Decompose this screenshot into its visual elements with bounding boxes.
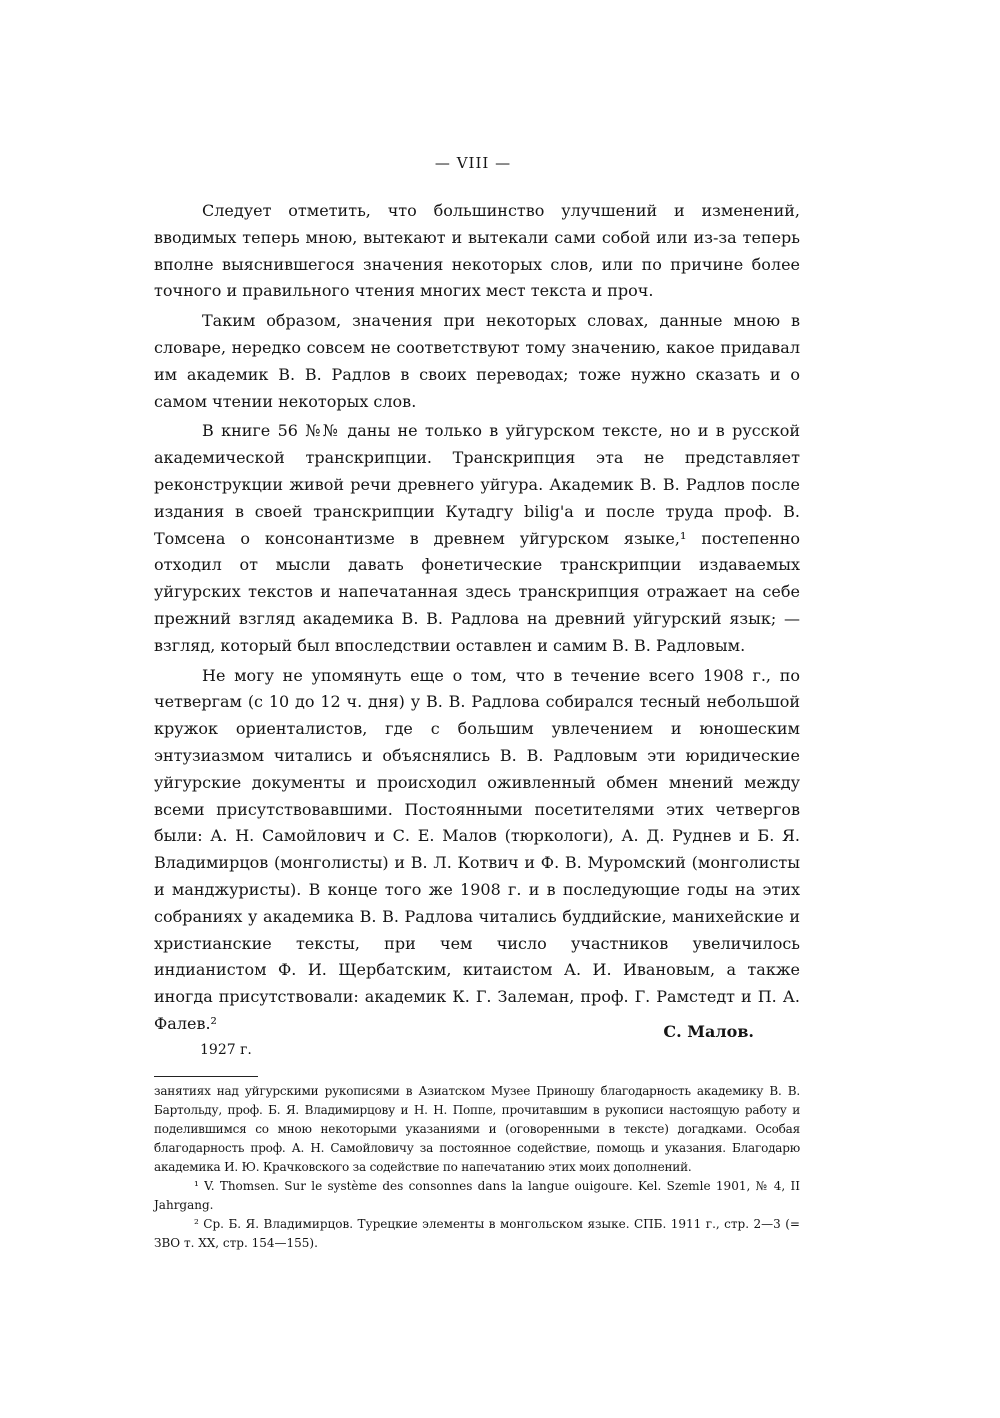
paragraph-1: Следует отметить, что большинство улучшений и изменений, вводимых теперь мною, вытекают и вытекали сами собой или из-за теперь вполне выяснившегося значения некоторых слов, или по причине более точного и правильного чтения многих мест текста и проч. [154, 201, 800, 301]
paragraph-2: Таким образом, значения при некоторых словах, данные мною в словаре, нередко совсем не соответствуют тому значению, какое придавал им академик В. В. Радлов в своих переводах; тоже нужно сказать и о самом чтении некоторых слов. [154, 311, 800, 411]
footnote-2: ² Ср. Б. Я. Владимирцов. Турецкие элементы в монгольском языке. СПБ. 1911 г., стр. 2—3 (= ЗВО т. XX, стр. 154—155). [154, 1217, 800, 1250]
date-year: 1927 г. [200, 1042, 252, 1058]
footnote-divider [154, 1076, 258, 1077]
paragraph-3: В книге 56 №№ даны не только в уйгурском тексте, но и в русской академической транскрипции. Транскрипция эта не представляет реконструкции живой речи древнего уйгура. Академик В. В. Радлов после издания в своей транскрипции Кутадгу bilig'а и после труда проф. В. Томсена о консонантизме в древнем уйгурском языке,¹ постепенно отходил от мысли давать фонетические транскрипции издаваемых уйгурских текстов и напечатанная здесь транскрипция отражает на себе прежний взгляд академика В. В. Радлова на древний уйгурский язык; — взгляд, который был впоследствии оставлен и самим В. В. Радловым. [154, 421, 800, 655]
footnote-continuation: занятиях над уйгурскими рукописями в Азиатском Музее Приношу благодарность академику В. В. Бартольду, проф. Б. Я. Владимирцову и Н. Н. Поппе, прочитавшим в рукописи настоящую работу и поделившимся со мною некоторыми указаниями и (оговоренными в тексте) догадками. Особая благодарность проф. А. Н. Самойловичу за постоянное содействие, помощь и указания. Благодарю академика И. Ю. Крачковского за содействие по напечатанию этих моих дополнений. [154, 1084, 800, 1174]
footnotes [154, 1082, 800, 1253]
page-number: — VIII — [434, 154, 512, 172]
footnote-1: ¹ V. Thomsen. Sur le système des consonnes dans la langue ouigoure. Kel. Szemle 1901, № 4, II Jahrgang. [154, 1179, 800, 1212]
paragraph-4: Не могу не упомянуть еще о том, что в течение всего 1908 г., по четвергам (с 10 до 12 ч. дня) у В. В. Радлова собирался тесный небольшой кружок ориенталистов, где с большим увлечением и юношеским энтузиазмом читались и объяснялись В. В. Радловым эти юридические уйгурские документы и происходил оживленный обмен мнений между всеми присутствовавшими. Постоянными посетителями этих четвергов были: А. Н. Самойлович и С. Е. Малов (тюркологи), А. Д. Руднев и Б. Я. Владимирцов (монголисты) и В. Л. Котвич и Ф. В. Муромский (монголисты и манджуристы). В конце того же 1908 г. и в последующие годы на этих собраниях у академика В. В. Радлова читались буддийские, манихейские и христианские тексты, при чем число участников увеличилось индианистом Ф. И. Щербатским, китаистом А. И. Ивановым, а также иногда присутствовали: академик К. Г. Залеман, проф. Г. Рамстедт и П. А. Фалев.² [154, 665, 800, 1033]
main-text [154, 198, 800, 1041]
author-signature: С. Малов. [663, 1022, 754, 1041]
